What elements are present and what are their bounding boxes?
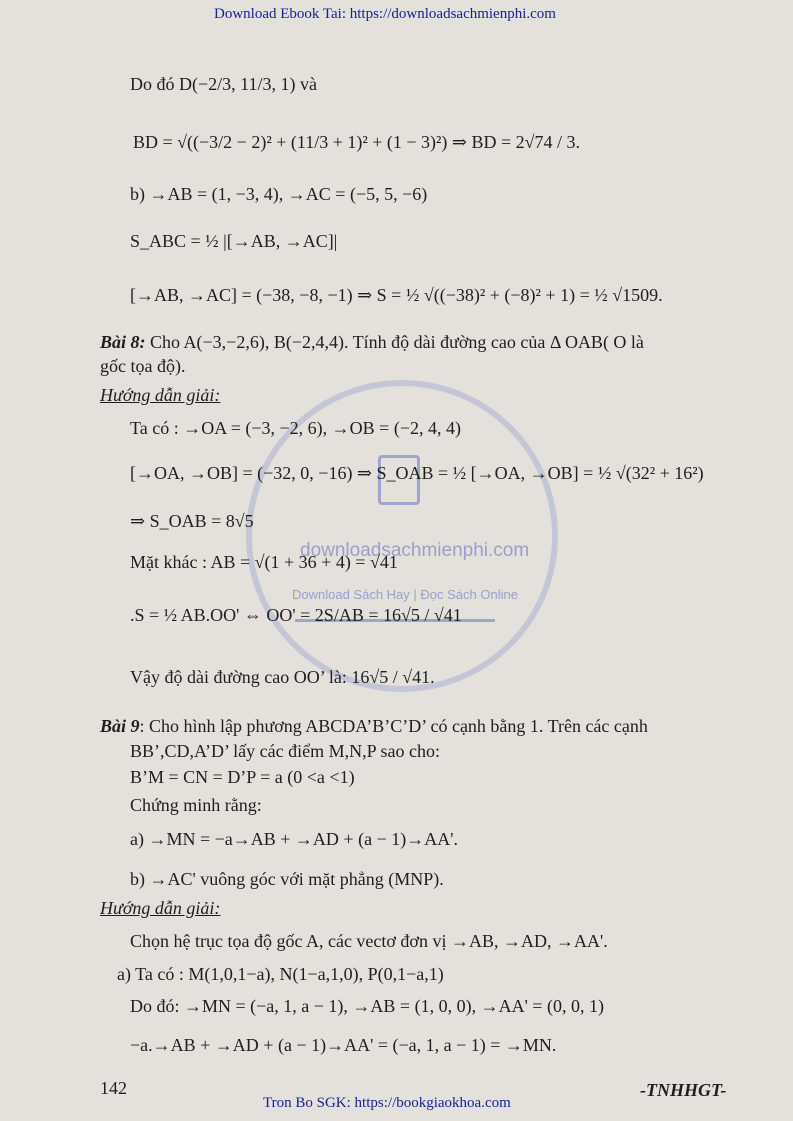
formula-cross-product-oab: [→OA, →OB] = (−32, 0, −16) ⇒ S_OAB = ½ [→OA, →OB] = ½ √(32² + 16²): [130, 463, 704, 483]
exercise-8-text-cont: gốc tọa độ).: [100, 356, 186, 376]
text-line-part-b: b) →AC' vuông góc với mặt phẳng (MNP).: [130, 869, 444, 889]
text-line-vectors-ab-ac: b) →AB = (1, −3, 4), →AC = (−5, 5, −6): [130, 184, 428, 204]
series-label: -TNHHGT-: [640, 1080, 727, 1100]
exercise-9-text: : Cho hình lập phương ABCDA’B’C’D’ có cạnh bằng 1. Trên các cạnh: [139, 716, 648, 736]
exercise-8-label: Bài 8:: [100, 332, 146, 352]
formula-part-a: a) →MN = −a→AB + →AD + (a − 1)→AA'.: [130, 829, 458, 849]
text-line-d-point: Do đó D(−2/3, 11/3, 1) và: [130, 74, 317, 94]
text-line-points-mnp: a) Ta có : M(1,0,1−a), N(1−a,1,0), P(0,1−a,1): [117, 964, 444, 984]
exercise-9-label: Bài 9: [100, 716, 140, 736]
formula-cross-product-abc: [→AB, →AC] = (−38, −8, −1) ⇒ S = ½ √((−38)² + (−8)² + 1) = ½ √1509.: [130, 285, 663, 305]
exercise-9-text-cont: BB’,CD,A’D’ lấy các điểm M,N,P sao cho:: [130, 741, 440, 761]
watermark-site: downloadsachmienphi.com: [300, 540, 530, 561]
formula-area-abc: S_ABC = ½ |[→AB, →AC]|: [130, 231, 338, 251]
text-line-condition: B’M = CN = D’P = a (0 <a <1): [130, 767, 355, 787]
solution-heading-2: Hướng dẫn giải:: [100, 898, 221, 918]
text-line-vectors-oa-ob: Ta có : →OA = (−3, −2, 6), →OB = (−2, 4, 4): [130, 418, 461, 438]
footer-sgk-link[interactable]: Tron Bo SGK: https://bookgiaokhoa.com: [263, 1095, 511, 1111]
watermark-tagline: Download Sách Hay | Đọc Sách Online: [292, 587, 518, 602]
text-line-ab-length: Mặt khác : AB = √(1 + 36 + 4) = √41: [130, 552, 398, 572]
exercise-9-statement: [100, 715, 648, 737]
header-download-link[interactable]: Download Ebook Tai: https://downloadsachmienphi.com: [214, 6, 556, 22]
formula-area-oab: ⇒ S_OAB = 8√5: [130, 511, 254, 531]
text-line-conclusion: Vậy độ dài đường cao OO’ là: 16√5 / √41.: [130, 667, 435, 687]
formula-mn-vector: Do đó: →MN = (−a, 1, a − 1), →AB = (1, 0, 0), →AA' = (0, 0, 1): [130, 996, 604, 1016]
exercise-8-text: Cho A(−3,−2,6), B(−2,4,4). Tính độ dài đường cao của Δ OAB( O là: [145, 332, 644, 352]
formula-bd: BD = √((−3/2 − 2)² + (11/3 + 1)² + (1 − 3)²) ⇒ BD = 2√74 / 3.: [133, 132, 581, 152]
solution-heading-1: Hướng dẫn giải:: [100, 385, 221, 405]
formula-mn-result: −a.→AB + →AD + (a − 1)→AA' = (−a, 1, a − 1) = →MN.: [130, 1035, 557, 1055]
text-line-coordinate-system: Chọn hệ trục tọa độ gốc A, các vectơ đơn vị →AB, →AD, →AA'.: [130, 931, 608, 951]
page-number: 142: [100, 1078, 127, 1098]
text-line-prove: Chứng minh rằng:: [130, 795, 262, 815]
formula-oo-height: .S = ½ AB.OO' ⇔ OO' = 2S/AB = 16√5 / √41: [130, 605, 462, 625]
exercise-8-statement: [100, 331, 644, 353]
